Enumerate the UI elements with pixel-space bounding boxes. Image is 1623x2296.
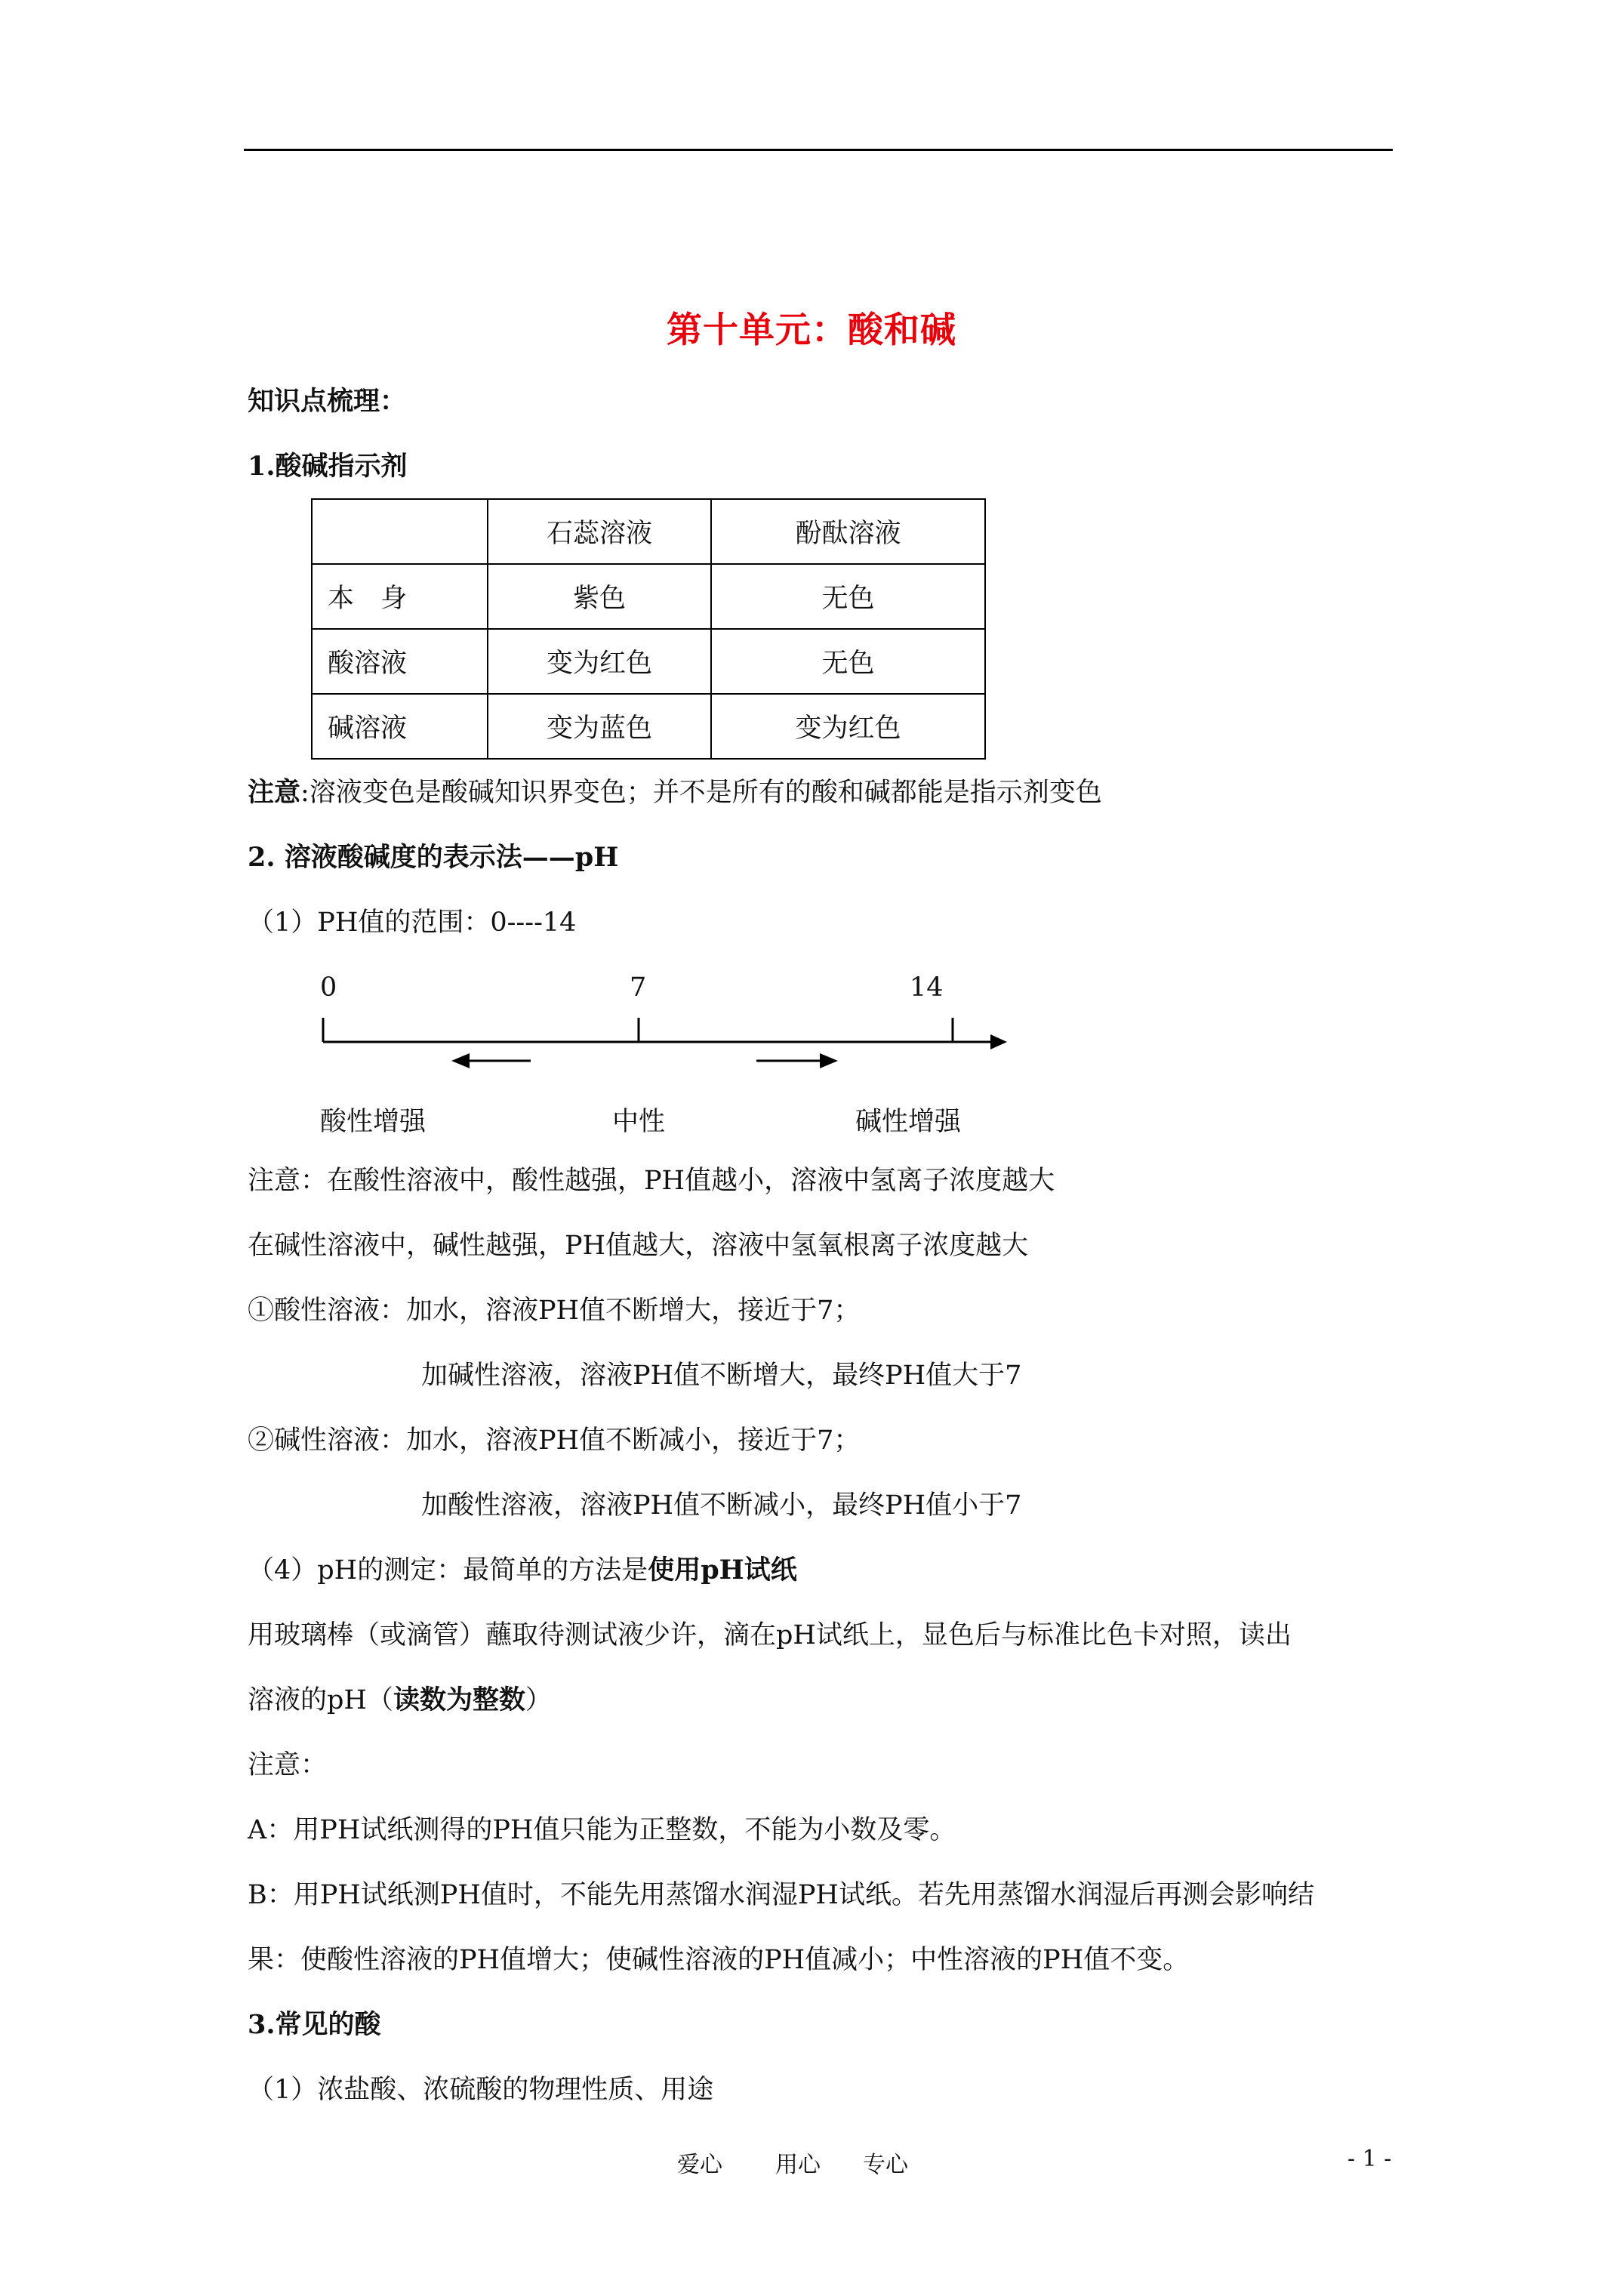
ph-range-line: （1）PH值的范围：0----14 bbox=[248, 908, 577, 938]
table-cell: 酸溶液 bbox=[312, 629, 488, 694]
note-line: 加酸性溶液，溶液PH值不断减小，最终PH值小于7 bbox=[421, 1490, 1022, 1521]
ph-measure-bold: 使用pH试纸 bbox=[648, 1555, 797, 1586]
scale-label-base: 碱性增强 bbox=[855, 1107, 962, 1137]
footer-motto: 专心 bbox=[863, 2152, 908, 2178]
table-cell: 石蕊溶液 bbox=[488, 499, 711, 564]
note-b-line1: B：用PH试纸测PH值时，不能先用蒸馏水润湿PH试纸。若先用蒸馏水润湿后再测会影响结 bbox=[248, 1880, 1314, 1910]
table-cell: 变为红色 bbox=[711, 694, 985, 759]
scale-tick-0: 0 bbox=[320, 972, 337, 1003]
section1-heading: 1.酸碱指示剂 bbox=[248, 451, 408, 482]
table-cell: 紫色 bbox=[488, 564, 711, 629]
scale-tick-14: 14 bbox=[910, 972, 944, 1003]
footer-motto: 爱心 bbox=[677, 2152, 722, 2178]
note-line: ①酸性溶液：加水，溶液PH值不断增大，接近于7； bbox=[248, 1296, 861, 1326]
page-title: 第十单元：酸和碱 bbox=[667, 310, 956, 351]
base-arrowhead bbox=[820, 1053, 838, 1068]
method-prefix: 溶液的pH（ bbox=[248, 1685, 393, 1715]
section3-sub1: （1）浓盐酸、浓硫酸的物理性质、用途 bbox=[248, 2075, 714, 2105]
table-cell: 本 身 bbox=[312, 564, 488, 629]
table-cell: 无色 bbox=[711, 629, 985, 694]
footer-motto: 用心 bbox=[775, 2152, 821, 2178]
method-line: 用玻璃棒（或滴管）蘸取待测试液少许，滴在pH试纸上，显色后与标准比色卡对照，读出 bbox=[248, 1620, 1292, 1650]
section2-heading: 2. 溶液酸碱度的表示法——pH bbox=[248, 842, 619, 873]
table-cell: 变为红色 bbox=[488, 629, 711, 694]
ph-measure-prefix: （4）pH的测定：最简单的方法是 bbox=[248, 1555, 648, 1586]
axis-arrowhead bbox=[990, 1034, 1007, 1049]
section3-heading: 3.常见的酸 bbox=[248, 2009, 381, 2040]
note-label: 注意 bbox=[248, 777, 301, 808]
note-line: 在碱性溶液中，碱性越强，PH值越大，溶液中氢氧根离子浓度越大 bbox=[248, 1231, 1029, 1261]
note-line: 注意：在酸性溶液中，酸性越强，PH值越小，溶液中氢离子浓度越大 bbox=[248, 1166, 1055, 1196]
note-b-line2: 果：使酸性溶液的PH值增大；使碱性溶液的PH值减小；中性溶液的PH值不变。 bbox=[248, 1945, 1190, 1975]
note-line: 加碱性溶液，溶液PH值不断增大，最终PH值大于7 bbox=[421, 1361, 1022, 1391]
method-suffix: ） bbox=[525, 1685, 552, 1715]
table-cell: 酚酞溶液 bbox=[711, 499, 985, 564]
acid-arrowhead bbox=[451, 1053, 470, 1068]
method-line bbox=[248, 1685, 552, 1715]
scale-tick-7: 7 bbox=[630, 972, 647, 1003]
table-cell: 无色 bbox=[711, 564, 985, 629]
note-text: :溶液变色是酸碱知识界变色；并不是所有的酸和碱都能是指示剂变色 bbox=[300, 778, 1102, 808]
ph-measure-line bbox=[248, 1555, 797, 1586]
page-number: - 1 - bbox=[1347, 2146, 1392, 2172]
method-bold: 读数为整数 bbox=[393, 1684, 525, 1715]
ph-scale-diagram bbox=[0, 0, 1623, 1133]
attention-label: 注意： bbox=[248, 1750, 328, 1780]
table-cell: 变为蓝色 bbox=[488, 694, 711, 759]
note-a: A：用PH试纸测得的PH值只能为正整数，不能为小数及零。 bbox=[248, 1815, 956, 1845]
table-cell: 碱溶液 bbox=[312, 694, 488, 759]
scale-label-acid: 酸性增强 bbox=[320, 1107, 427, 1137]
knowledge-heading: 知识点梳理： bbox=[248, 386, 407, 417]
note-line: ②碱性溶液：加水，溶液PH值不断减小，接近于7； bbox=[248, 1425, 861, 1456]
scale-label-neutral: 中性 bbox=[612, 1107, 666, 1137]
